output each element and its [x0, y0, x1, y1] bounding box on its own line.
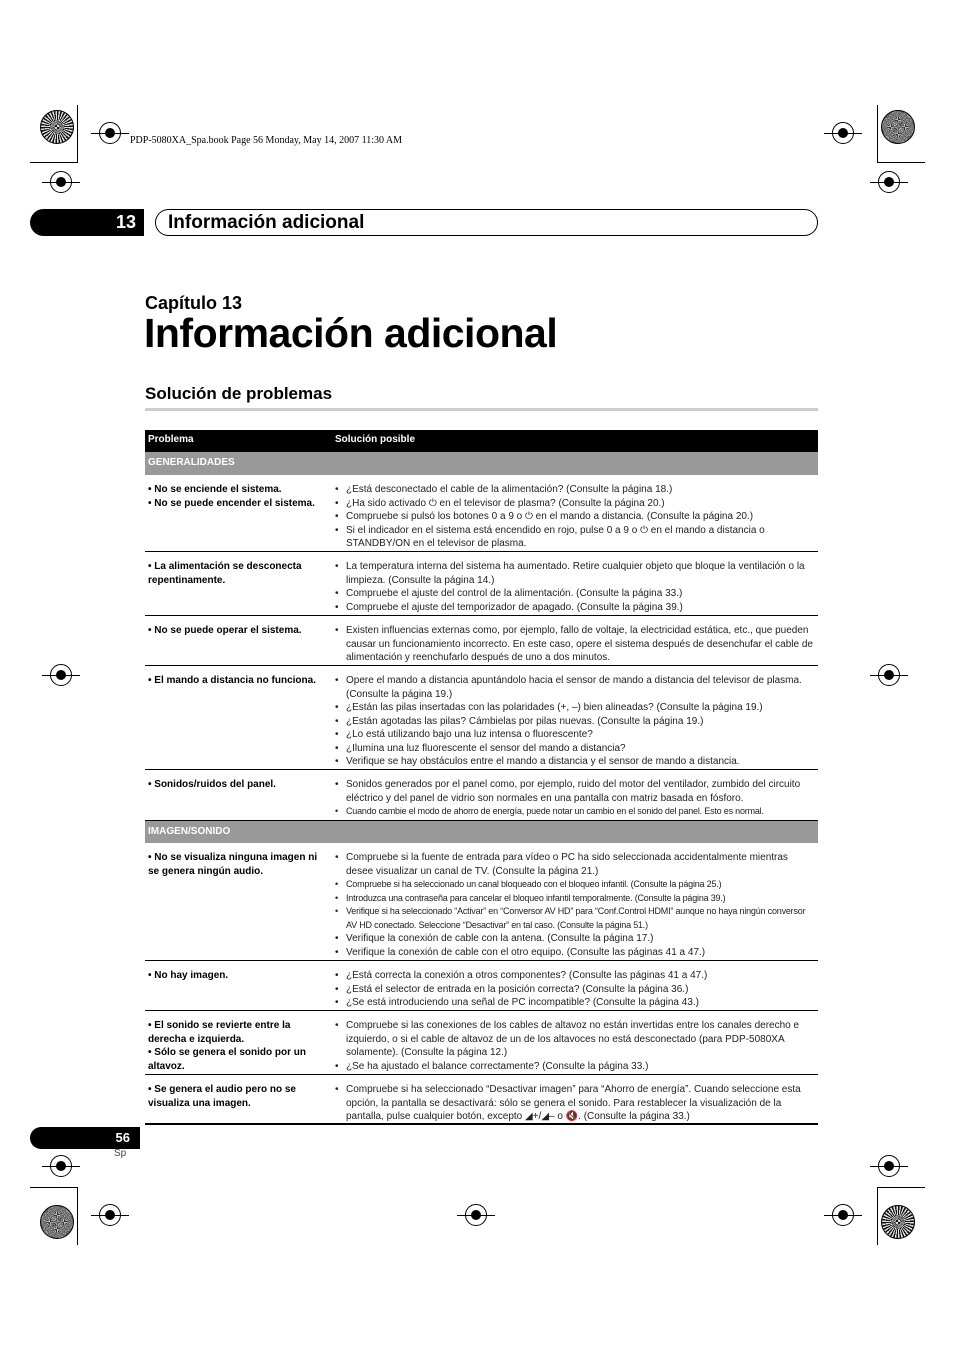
crosshair-icon	[50, 1155, 72, 1177]
solution-list	[335, 560, 817, 614]
page-title: Información adicional	[144, 310, 558, 356]
section-row-imagen-sonido: IMAGEN/SONIDO	[145, 820, 818, 843]
registration-wheel-icon	[40, 1205, 74, 1239]
registration-wheel-icon	[881, 110, 915, 144]
list-item: • Compruebe si ha seleccionado “Desactivar imagen” para “Ahorro de energía”. Cuando seleccione esta opción, la pantalla se desactivará: sólo se genera el sonido. Para restablecer la visualización de la pantalla, pulse cualquier botón, excepto ◢+/◢– o 🔇. (Consulte la página 33.)	[335, 1083, 817, 1124]
list-item: • Verifique si ha seleccionado “Activar” en “Conversor AV HD” para “Conf.Control HDMI” aunque no haya ningún conversor AV HD conectado. Seleccione “Desactivar” en tal caso. (Consulte la página 51.)	[335, 905, 817, 932]
crop-mark	[877, 162, 925, 163]
troubleshooting-table	[145, 430, 818, 1121]
crosshair-icon	[878, 664, 900, 686]
list-item: • Verifique la conexión de cable con el otro equipo. (Consulte las páginas 41 a 47.)	[335, 946, 817, 960]
problem-cell: • No hay imagen.	[148, 970, 229, 981]
problem-cell: • Sonidos/ruidos del panel.	[148, 779, 276, 790]
language-code: Sp	[114, 1148, 127, 1159]
crop-mark	[877, 1187, 878, 1245]
solution-list	[335, 969, 817, 1010]
list-item: • ¿Ha sido activado ⏻ en el televisor de plasma? (Consulte la página 20.)	[335, 497, 817, 511]
solution-list	[335, 778, 817, 819]
problem-cell: • El mando a distancia no funciona.	[148, 675, 316, 686]
crop-mark	[77, 1187, 78, 1245]
chapter-header-title: Información adicional	[155, 209, 818, 236]
crosshair-icon	[50, 171, 72, 193]
list-item: • ¿Están las pilas insertadas con las polaridades (+, –) bien alineadas? (Consulte la página 19.)	[335, 701, 817, 715]
crosshair-icon	[832, 122, 854, 144]
crosshair-icon	[878, 1155, 900, 1177]
problem-cell: • No se visualiza ninguna imagen ni se genera ningún audio.	[148, 852, 318, 877]
list-item: • ¿Se está introduciendo una señal de PC incompatible? (Consulte la página 43.)	[335, 996, 817, 1010]
problem-cell: • El sonido se revierte entre la derecha e izquierda. • Sólo se genera el sonido por un altavoz.	[148, 1020, 306, 1072]
solution-list	[335, 851, 817, 959]
crop-mark	[77, 105, 78, 163]
chapter-number-tab: 13	[30, 209, 144, 236]
crosshair-icon	[50, 664, 72, 686]
problem-cell: • Se genera el audio pero no se visualiza una imagen.	[148, 1084, 296, 1109]
chapter-label: Capítulo 13	[145, 293, 243, 313]
table-row	[145, 552, 818, 616]
crop-mark	[877, 105, 878, 163]
crop-mark	[877, 1187, 925, 1188]
list-item: • Opere el mando a distancia apuntándolo hacia el sensor de mando a distancia del televisor de plasma. (Consulte la página 19.)	[335, 674, 817, 701]
table-row	[145, 475, 818, 552]
list-item: • ¿Ilumina una luz fluorescente el sensor del mando a distancia?	[335, 742, 817, 756]
list-item: • Compruebe si pulsó los botones 0 a 9 o ⏻ en el mando a distancia. (Consulte la página 20.)	[335, 510, 817, 524]
crosshair-icon	[832, 1204, 854, 1226]
crop-mark	[30, 1187, 78, 1188]
list-item: • ¿Está correcta la conexión a otros componentes? (Consulte las páginas 41 a 47.)	[335, 969, 817, 983]
list-item: • Sonidos generados por el panel como, por ejemplo, ruido del motor del ventilador, zumbido del circuito eléctrico y del panel de vidrio son normales en una pantalla con matriz basada en fósforo.	[335, 778, 817, 805]
list-item: • ¿Está el selector de entrada en la posición correcta? (Consulte la página 36.)	[335, 983, 817, 997]
list-item: • Compruebe si la fuente de entrada para vídeo o PC ha sido seleccionada accidentalmente mientras desee visualizar un canal de TV. (Consulte la página 21.)	[335, 851, 817, 878]
registration-wheel-icon	[881, 1205, 915, 1239]
table-row	[145, 616, 818, 666]
problem-cell: • La alimentación se desconecta repentinamente.	[148, 561, 302, 586]
crosshair-icon	[99, 1204, 121, 1226]
list-item: • Compruebe el ajuste del temporizador de apagado. (Consulte la página 39.)	[335, 601, 817, 615]
list-item: • La temperatura interna del sistema ha aumentado. Retire cualquier objeto que bloque la ventilación o la limpieza. (Consulte la página 14.)	[335, 560, 817, 587]
list-item: • Existen influencias externas como, por ejemplo, fallo de voltaje, la electricidad estática, etc., que pueden causar un funcionamiento incorrecto. En este caso, opere el sistema después de desenchufar el cable de alimentación y reenchufarlo después de uno a dos minutos.	[335, 624, 817, 665]
crosshair-icon	[99, 122, 121, 144]
solution-list	[335, 674, 817, 769]
table-row	[145, 666, 818, 770]
list-item: • ¿Están agotadas las pilas? Cámbielas por pilas nuevas. (Consulte la página 19.)	[335, 715, 817, 729]
list-item: • Compruebe si las conexiones de los cables de altavoz no están invertidas entre los canales derecho e izquierdo, o si el cable de altavoz de un de los altavoces no está desconectado (para PDP-5080XA solamente). (Consulte la página 12.)	[335, 1019, 817, 1060]
table-bottom-rule	[145, 1123, 818, 1125]
file-info-line: PDP-5080XA_Spa.book Page 56 Monday, May 14, 2007 11:30 AM	[130, 135, 403, 146]
crosshair-icon	[878, 171, 900, 193]
list-item: • Cuando cambie el modo de ahorro de energía, puede notar un cambio en el sonido del panel. Esto es normal.	[335, 805, 817, 819]
section-rule	[145, 408, 818, 411]
crop-mark	[30, 162, 78, 163]
column-header-problem: Problema	[148, 434, 194, 445]
list-item: • Si el indicador en el sistema está encendido en rojo, pulse 0 a 9 o ⏻ en el mando a distancia o STANDBY/ON en el televisor de plasma.	[335, 524, 817, 551]
solution-list	[335, 1083, 817, 1124]
list-item: • ¿Está desconectado el cable de la alimentación? (Consulte la página 18.)	[335, 483, 817, 497]
list-item: • Compruebe si ha seleccionado un canal bloqueado con el bloqueo infantil. (Consulte la página 25.)	[335, 878, 817, 892]
table-row	[145, 1075, 818, 1121]
solution-list	[335, 483, 817, 551]
problem-cell: • No se enciende el sistema. • No se puede encender el sistema.	[148, 484, 315, 509]
table-row	[145, 961, 818, 1011]
table-row	[145, 770, 818, 820]
list-item: • Compruebe el ajuste del control de la alimentación. (Consulte la página 33.)	[335, 587, 817, 601]
table-header	[145, 430, 818, 451]
table-row	[145, 843, 818, 961]
problem-cell: • No se puede operar el sistema.	[148, 625, 302, 636]
list-item: • Verifique se hay obstáculos entre el mando a distancia y el sensor de mando a distancia.	[335, 755, 817, 769]
crosshair-icon	[465, 1204, 487, 1226]
solution-list	[335, 1019, 817, 1073]
list-item: • Verifique la conexión de cable con la antena. (Consulte la página 17.)	[335, 932, 817, 946]
section-row-generalidades: GENERALIDADES	[145, 451, 818, 475]
solution-list	[335, 624, 817, 665]
list-item: • ¿Lo está utilizando bajo una luz intensa o fluorescente?	[335, 728, 817, 742]
page-number: 56	[30, 1127, 140, 1149]
list-item: • ¿Se ha ajustado el balance correctamente? (Consulte la página 33.)	[335, 1060, 817, 1074]
table-row	[145, 1011, 818, 1075]
column-header-solution: Solución posible	[335, 434, 416, 445]
registration-wheel-icon	[40, 110, 74, 144]
section-title: Solución de problemas	[145, 384, 333, 403]
list-item: • Introduzca una contraseña para cancelar el bloqueo infantil temporalmente. (Consulte la página 39.)	[335, 892, 817, 906]
